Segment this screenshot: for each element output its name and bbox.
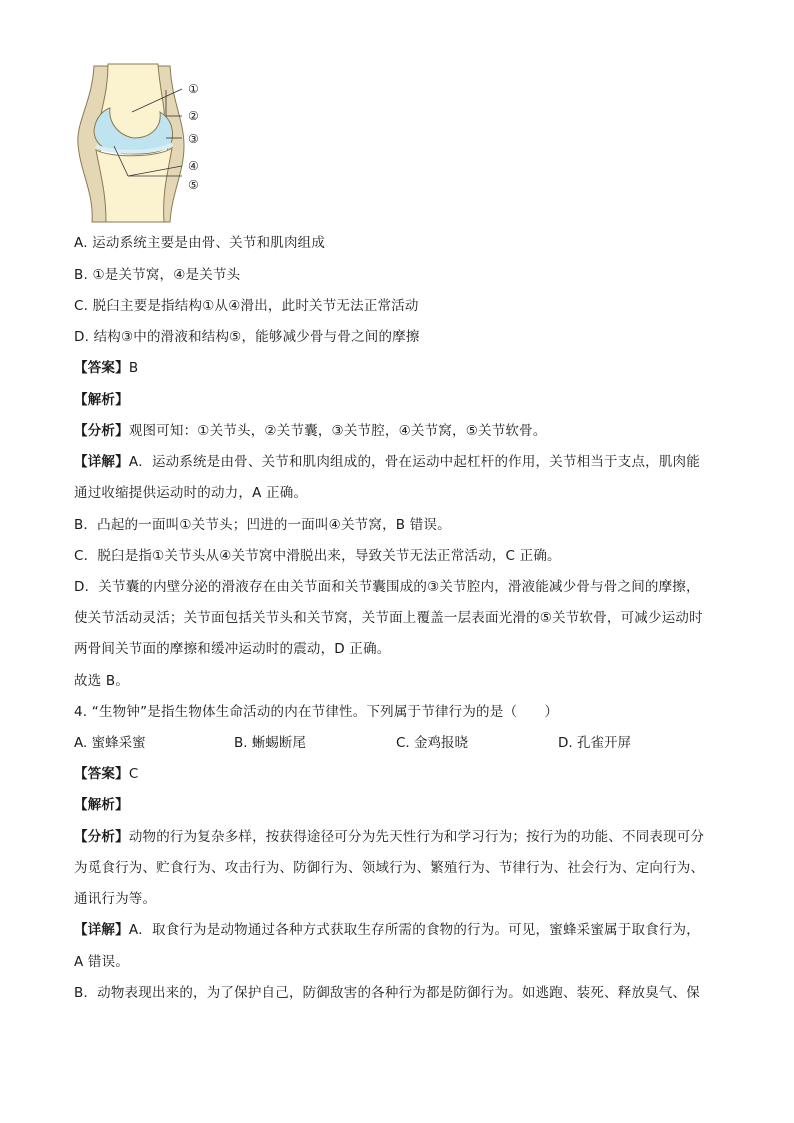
detail-text: A．运动系统是由骨、关节和肌肉组成的，骨在运动中起杠杆的作用，关节相当于支点，肌肉能 <box>128 454 700 470</box>
answer-value: B <box>128 360 139 376</box>
figure-label-3: ③ <box>188 132 199 146</box>
q4-fenxi2: 为觅食行为、贮食行为、攻击行为、防御行为、领域行为、繁殖行为、节律行为、社会行为、定向行为、 <box>74 860 705 876</box>
q3-detail-d1: D．关节囊的内壁分泌的滑液存在由关节面和关节囊围成的③关节腔内，滑液能减少骨与骨之间的摩擦， <box>74 579 700 595</box>
detail-tag: 【详解】 <box>74 922 129 938</box>
lower-bone <box>96 148 172 222</box>
q4-analysis-tag: 【解析】 <box>74 797 129 813</box>
q3-option-c: C. 脱臼主要是指结构①从④滑出，此时关节无法正常活动 <box>74 298 419 314</box>
answer-tag: 【答案】 <box>74 766 129 782</box>
figure-label-5: ⑤ <box>188 178 199 192</box>
figure-label-2: ② <box>188 109 199 123</box>
q3-option-d: D. 结构③中的滑液和结构⑤，能够减少骨与骨之间的摩擦 <box>74 329 420 345</box>
q4-answer <box>74 765 138 783</box>
q4-detail-b1: B．动物表现出来的，为了保护自己，防御敌害的各种行为都是防御行为。如逃跑、装死、释放臭气、保 <box>74 985 700 1001</box>
q4-stem: 4. “生物钟”是指生物体生命活动的内在节律性。下列属于节律行为的是（ ） <box>74 704 559 720</box>
q3-detail-d2: 使关节活动灵活；关节面包括关节头和关节窝，关节面上覆盖一层表面光滑的⑤关节软骨，可减少运动时 <box>74 610 703 626</box>
q3-option-a: A. 运动系统主要是由骨、关节和肌肉组成 <box>74 235 326 251</box>
q4-option-d: D. 孔雀开屏 <box>558 735 631 751</box>
q4-fenxi3: 通讯行为等。 <box>74 891 157 907</box>
fenxi-text: 观图可知：①关节头，②关节囊，③关节腔，④关节窝，⑤关节软骨。 <box>128 423 547 439</box>
knee-joint-diagram <box>70 62 220 224</box>
q3-fenxi <box>74 422 547 440</box>
fenxi-tag: 【分析】 <box>74 423 129 439</box>
answer-value: C <box>128 766 139 782</box>
detail-tag: 【详解】 <box>74 454 129 470</box>
q4-option-c: C. 金鸡报晓 <box>396 735 469 751</box>
figure-label-1: ① <box>188 82 199 96</box>
q3-detail-d3: 两骨间关节面的摩擦和缓冲运动时的震动，D 正确。 <box>74 641 391 657</box>
q3-answer <box>74 359 138 377</box>
q3-analysis-tag: 【解析】 <box>74 392 129 408</box>
q4-fenxi1 <box>74 828 704 846</box>
q4-option-b: B. 蜥蜴断尾 <box>234 735 306 751</box>
q3-detail-b: B．凸起的一面叫①关节头；凹进的一面叫④关节窝，B 错误。 <box>74 517 451 533</box>
figure-label-4: ④ <box>188 159 199 173</box>
fenxi-tag: 【分析】 <box>74 829 129 845</box>
q3-option-b: B. ①是关节窝，④是关节头 <box>74 267 241 283</box>
answer-tag: 【答案】 <box>74 360 129 376</box>
detail-text: A．取食行为是动物通过各种方式获取生存所需的食物的行为。可见，蜜蜂采蜜属于取食行为， <box>128 922 700 938</box>
q3-detail-c: C．脱臼是指①关节头从④关节窝中滑脱出来，导致关节无法正常活动，C 正确。 <box>74 548 561 564</box>
fenxi-text: 动物的行为复杂多样，按获得途径可分为先天性行为和学习行为；按行为的功能、不同表现可分 <box>128 829 705 845</box>
q4-option-a: A. 蜜蜂采蜜 <box>74 735 146 751</box>
q4-detail-a2: A 错误。 <box>74 954 130 970</box>
q3-detail-a1 <box>74 453 700 471</box>
q3-conclusion: 故选 B。 <box>74 673 130 689</box>
q4-detail-a1 <box>74 921 700 939</box>
q3-detail-a2: 通过收缩提供运动时的动力，A 正确。 <box>74 485 308 501</box>
